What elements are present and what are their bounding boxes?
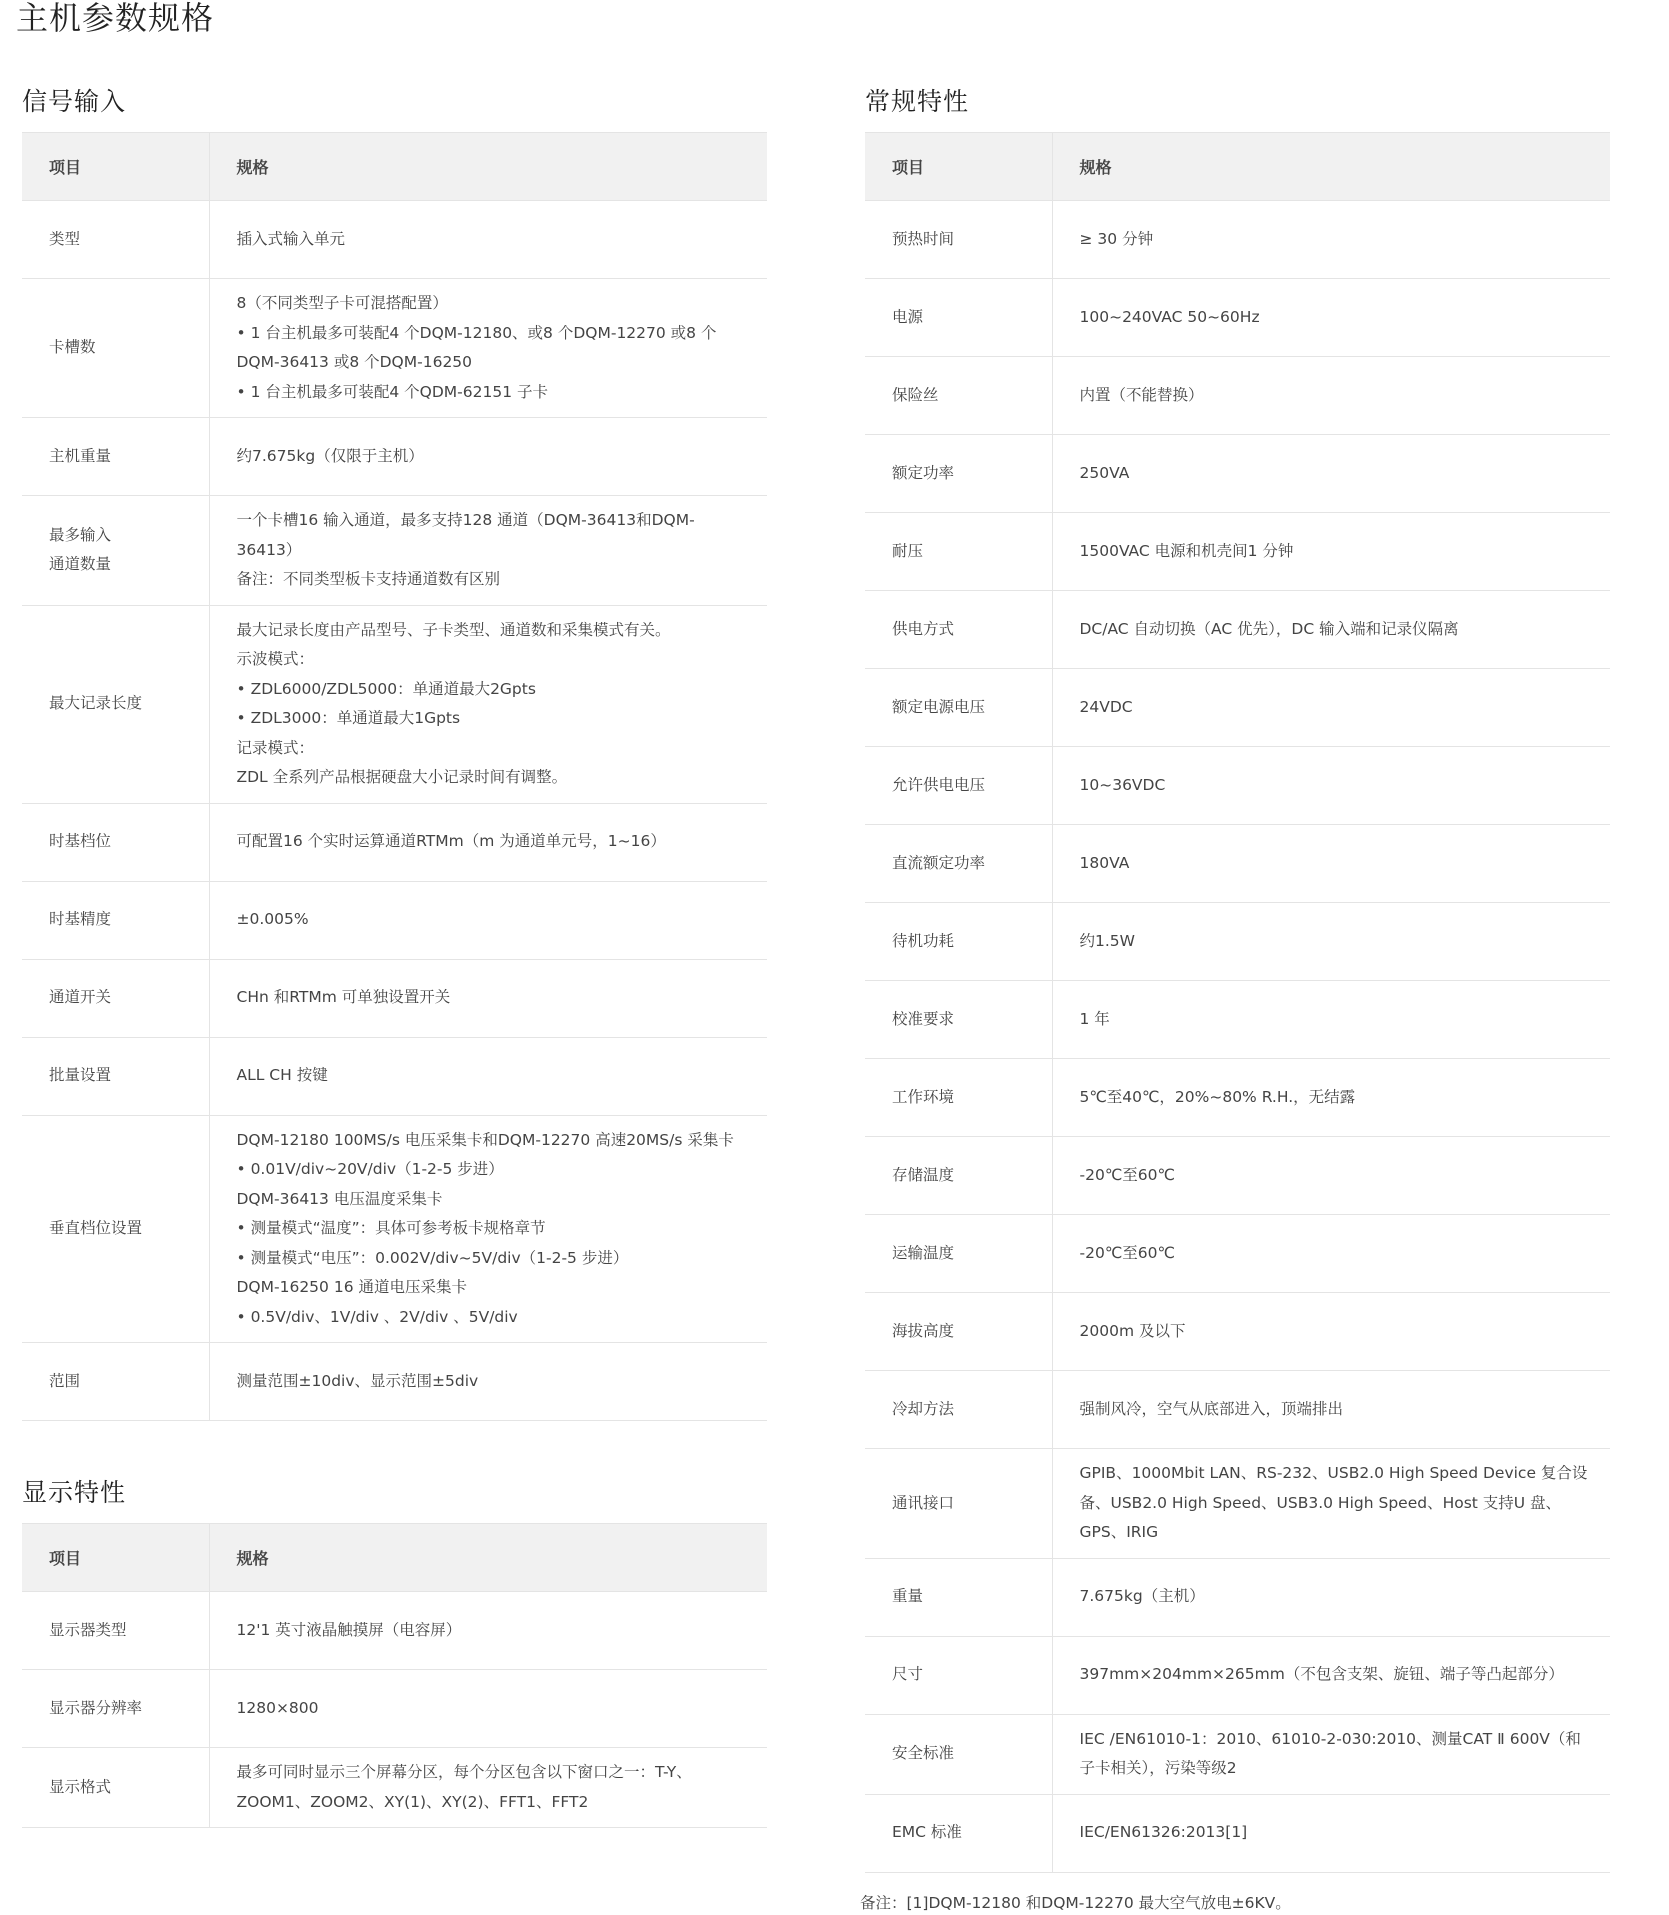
spec-text: 示波模式： (236, 650, 315, 668)
item-text: 校准要求 (892, 1009, 955, 1028)
spec-text: 内置（不能替换） (1079, 385, 1204, 404)
spec-text: 备、USB2.0 High Speed、USB3.0 High Speed、Host 支持U 盘、 (1079, 1493, 1562, 1512)
table-row (865, 1371, 1610, 1449)
table-row (865, 1714, 1610, 1794)
cell-item (22, 881, 209, 959)
cell-spec (1052, 435, 1610, 513)
footnote: 备注：[1]DQM-12180 和DQM-12270 最大空气放电±6KV。 (860, 1893, 1291, 1912)
cell-spec (1052, 279, 1610, 357)
table-row (22, 1115, 767, 1343)
table-row (22, 803, 767, 881)
cell-spec (209, 1748, 767, 1828)
cell-spec (209, 1670, 767, 1748)
cell-spec (209, 605, 767, 803)
cell-spec (1052, 357, 1610, 435)
spec-text: 5℃至40℃，20%~80% R.H.，无结露 (1079, 1087, 1356, 1106)
table-row (22, 1748, 767, 1828)
cell-spec (1052, 747, 1610, 825)
cell-spec (209, 418, 767, 496)
cell-item (865, 1636, 1052, 1714)
item-text: 电源 (892, 307, 924, 326)
cell-spec (209, 1343, 767, 1421)
column-header-spec: 规格 (209, 133, 767, 201)
cell-item (22, 959, 209, 1037)
cell-item (22, 1592, 209, 1670)
cell-item (22, 1343, 209, 1421)
spec-text: IEC/EN61326:2013[1] (1079, 1823, 1248, 1842)
item-text: 垂直档位设置 (49, 1219, 143, 1237)
section-title-display: 显示特性 (22, 1478, 127, 1507)
item-text: 显示格式 (49, 1777, 112, 1796)
table-row (865, 981, 1610, 1059)
cell-spec (1052, 903, 1610, 981)
spec-text: ALL CH 按键 (236, 1066, 328, 1085)
cell-spec (1052, 825, 1610, 903)
table-row (865, 1059, 1610, 1137)
item-text: 范围 (49, 1371, 81, 1390)
spec-text: • 测量模式“电压”：0.002V/div~5V/div（1-2-5 步进） (236, 1248, 629, 1267)
cell-item (22, 201, 209, 279)
cell-spec (1052, 1215, 1610, 1293)
cell-item (865, 435, 1052, 513)
item-text: 预热时间 (892, 229, 955, 248)
spec-text: 397mm×204mm×265mm（不包含支架、旋钮、端子等凸起部分） (1079, 1665, 1564, 1684)
item-text: 批量设置 (49, 1066, 112, 1085)
spec-text: 1500VAC 电源和机壳间1 分钟 (1079, 541, 1294, 560)
cell-spec (1052, 669, 1610, 747)
spec-text: 最多可同时显示三个屏幕分区，每个分区包含以下窗口之一：T-Y、 (236, 1763, 692, 1781)
table-row (865, 1794, 1610, 1872)
item-text: 尺寸 (892, 1665, 924, 1684)
spec-text: 最大记录长度由产品型号、子卡类型、通道数和采集模式有关。 (236, 620, 671, 639)
spec-text: GPIB、1000Mbit LAN、RS-232、USB2.0 High Speed Device 复合设 (1079, 1464, 1588, 1482)
cell-item (865, 357, 1052, 435)
table-row (22, 1037, 767, 1115)
spec-text: 1 年 (1079, 1009, 1110, 1028)
table-header-row (22, 1524, 767, 1592)
table-row (865, 825, 1610, 903)
spec-text: DQM-36413 或8 个DQM-16250 (236, 353, 473, 371)
cell-spec (209, 1592, 767, 1670)
cell-item (865, 1137, 1052, 1215)
item-text: 通道开关 (49, 988, 112, 1007)
item-text: 主机重量 (49, 446, 112, 465)
cell-item (865, 1449, 1052, 1559)
table-row (22, 959, 767, 1037)
spec-text: -20℃至60℃ (1079, 1165, 1175, 1184)
spec-text: 2000m 及以下 (1079, 1321, 1186, 1340)
item-text: 最多输入 (49, 525, 112, 544)
table-row (865, 1137, 1610, 1215)
spec-text: DQM-36413 电压温度采集卡 (236, 1189, 443, 1208)
column-header-spec: 规格 (1052, 133, 1610, 201)
cell-item (865, 747, 1052, 825)
spec-text: • 0.01V/div~20V/div（1-2-5 步进） (236, 1160, 504, 1178)
signal-input-table (22, 132, 767, 1421)
table-row (865, 669, 1610, 747)
spec-text: -20℃至60℃ (1079, 1243, 1175, 1262)
item-text: 额定功率 (892, 463, 955, 482)
cell-spec (209, 881, 767, 959)
cell-item (865, 1794, 1052, 1872)
table-row (22, 881, 767, 959)
cell-item (22, 1670, 209, 1748)
item-text: 重量 (892, 1587, 924, 1606)
table-header-row (22, 133, 767, 201)
table-row (22, 605, 767, 803)
spec-text: • 测量模式“温度”：具体可参考板卡规格章节 (236, 1219, 546, 1237)
cell-item (865, 201, 1052, 279)
table-row (865, 201, 1610, 279)
cell-spec (209, 201, 767, 279)
cell-item (22, 279, 209, 418)
cell-item (22, 418, 209, 496)
cell-spec (209, 279, 767, 418)
table-row (865, 591, 1610, 669)
item-text: 供电方式 (892, 619, 955, 638)
column-header-item: 项目 (865, 133, 1052, 201)
table-row (22, 201, 767, 279)
spec-text: DQM-12180 100MS/s 电压采集卡和DQM-12270 高速20MS/s 采集卡 (236, 1130, 734, 1149)
cell-spec (209, 959, 767, 1037)
cell-item (865, 279, 1052, 357)
spec-text: 100~240VAC 50~60Hz (1079, 307, 1260, 326)
table-row (865, 747, 1610, 825)
table-row (865, 435, 1610, 513)
spec-text: 10~36VDC (1079, 775, 1166, 794)
left-column (22, 82, 767, 1828)
cell-spec (1052, 513, 1610, 591)
column-header-item: 项目 (22, 1524, 209, 1592)
spec-text: GPS、IRIG (1079, 1523, 1159, 1541)
item-text: 显示器类型 (49, 1620, 127, 1639)
item-text: 直流额定功率 (892, 853, 986, 872)
spec-text: ZDL 全系列产品根据硬盘大小记录时间有调整。 (236, 768, 568, 786)
table-row (22, 1592, 767, 1670)
cell-item (22, 605, 209, 803)
table-row (865, 513, 1610, 591)
spec-text: CHn 和RTMm 可单独设置开关 (236, 988, 451, 1007)
spec-text: 插入式输入单元 (236, 229, 346, 248)
item-text: 卡槽数 (49, 338, 96, 357)
spec-text: IEC /EN61010-1：2010、61010-2-030:2010、测量CAT Ⅱ 600V（和 (1079, 1729, 1581, 1748)
spec-text: 7.675kg（主机） (1079, 1587, 1205, 1606)
cell-item (22, 1115, 209, 1343)
spec-text: ≥ 30 分钟 (1079, 229, 1154, 248)
spec-text: 180VA (1079, 853, 1130, 872)
item-text: 类型 (49, 229, 81, 248)
spec-text: 强制风冷，空气从底部进入，顶端排出 (1079, 1399, 1344, 1418)
spec-text: 1280×800 (236, 1698, 319, 1717)
page-title: 主机参数规格 (16, 0, 215, 37)
spec-text: • 1 台主机最多可装配4 个DQM-12180、或8 个DQM-12270 或8 个 (236, 323, 717, 342)
spec-text: 记录模式： (236, 738, 315, 757)
display-table (22, 1523, 767, 1828)
cell-spec (1052, 591, 1610, 669)
cell-item (865, 513, 1052, 591)
cell-spec (1052, 1636, 1610, 1714)
spec-text: 12'1 英寸液晶触摸屏（电容屏） (236, 1620, 462, 1639)
cell-spec (1052, 1449, 1610, 1559)
section-title-signal-input: 信号输入 (22, 87, 127, 116)
spec-text: • ZDL6000/ZDL5000：单通道最大2Gpts (236, 679, 536, 698)
cell-item (22, 1037, 209, 1115)
table-row (865, 1558, 1610, 1636)
general-table (865, 132, 1610, 1873)
spec-text: 子卡相关），污染等级2 (1079, 1759, 1237, 1777)
cell-spec (209, 803, 767, 881)
cell-item (865, 1059, 1052, 1137)
cell-item (865, 903, 1052, 981)
table-row (865, 1636, 1610, 1714)
item-text: 时基档位 (49, 832, 112, 851)
cell-spec (1052, 1371, 1610, 1449)
cell-spec (209, 496, 767, 606)
table-row (22, 496, 767, 606)
spec-text: • 0.5V/div、1V/div 、2V/div 、5V/div (236, 1307, 518, 1326)
cell-spec (1052, 201, 1610, 279)
cell-item (865, 591, 1052, 669)
cell-spec (1052, 1293, 1610, 1371)
cell-item (22, 496, 209, 606)
cell-spec (1052, 981, 1610, 1059)
item-text: 工作环境 (892, 1087, 955, 1106)
cell-spec (1052, 1558, 1610, 1636)
item-text: 海拔高度 (892, 1321, 955, 1340)
table-row (865, 903, 1610, 981)
spec-text: 24VDC (1079, 697, 1133, 716)
table-row (865, 1449, 1610, 1559)
item-text: 冷却方法 (892, 1399, 955, 1418)
item-text: 显示器分辨率 (49, 1698, 143, 1717)
spec-text: DQM-16250 16 通道电压采集卡 (236, 1278, 467, 1296)
item-text: 通道数量 (49, 555, 112, 574)
spec-text: • 1 台主机最多可装配4 个QDM-62151 子卡 (236, 382, 548, 401)
cell-item (22, 1748, 209, 1828)
table-row (22, 418, 767, 496)
table-row (865, 357, 1610, 435)
item-text: 允许供电电压 (892, 775, 986, 794)
item-text: 最大记录长度 (49, 694, 143, 713)
table-row (22, 1670, 767, 1748)
cell-spec (1052, 1137, 1610, 1215)
spec-text: DC/AC 自动切换（AC 优先），DC 输入端和记录仪隔离 (1079, 619, 1459, 638)
table-row (865, 1293, 1610, 1371)
table-row (22, 279, 767, 418)
spec-text: 一个卡槽16 输入通道，最多支持128 通道（DQM-36413和DQM- (236, 511, 695, 529)
item-text: 待机功耗 (892, 931, 955, 950)
cell-spec (1052, 1059, 1610, 1137)
spec-text: 250VA (1079, 463, 1130, 482)
column-header-spec: 规格 (209, 1524, 767, 1592)
item-text: 存储温度 (892, 1165, 955, 1184)
table-header-row (865, 133, 1610, 201)
item-text: 通讯接口 (892, 1493, 955, 1512)
spec-text: 备注：不同类型板卡支持通道数有区别 (236, 570, 501, 588)
table-row (22, 1343, 767, 1421)
cell-item (865, 1371, 1052, 1449)
spec-text: ±0.005% (236, 910, 309, 929)
right-column (860, 82, 1610, 1915)
section-title-general: 常规特性 (865, 87, 970, 116)
cell-spec (209, 1037, 767, 1115)
item-text: 额定电源电压 (892, 697, 986, 716)
cell-item (865, 1293, 1052, 1371)
cell-spec (209, 1115, 767, 1343)
cell-item (865, 1714, 1052, 1794)
table-row (865, 279, 1610, 357)
spec-text: 测量范围±10div、显示范围±5div (236, 1371, 479, 1390)
spec-text: 约1.5W (1079, 931, 1135, 950)
cell-item (22, 803, 209, 881)
cell-item (865, 825, 1052, 903)
table-row (865, 1215, 1610, 1293)
spec-text: 可配置16 个实时运算通道RTMm（m 为通道单元号，1~16） (236, 832, 666, 851)
cell-spec (1052, 1714, 1610, 1794)
cell-item (865, 981, 1052, 1059)
spec-text: ZOOM1、ZOOM2、XY(1)、XY(2)、FFT1、FFT2 (236, 1792, 589, 1811)
cell-spec (1052, 1794, 1610, 1872)
item-text: 安全标准 (892, 1744, 955, 1763)
item-text: 保险丝 (892, 385, 939, 404)
cell-item (865, 669, 1052, 747)
column-header-item: 项目 (22, 133, 209, 201)
item-text: 时基精度 (49, 910, 112, 929)
cell-item (865, 1215, 1052, 1293)
cell-item (865, 1558, 1052, 1636)
spec-text: 约7.675kg（仅限于主机） (236, 446, 424, 465)
item-text: 耐压 (892, 541, 924, 560)
spec-text: 36413） (236, 540, 302, 559)
spec-text: • ZDL3000：单通道最大1Gpts (236, 709, 461, 727)
item-text: 运输温度 (892, 1243, 955, 1262)
item-text: EMC 标准 (892, 1823, 962, 1842)
spec-text: 8（不同类型子卡可混搭配置） (236, 294, 448, 312)
